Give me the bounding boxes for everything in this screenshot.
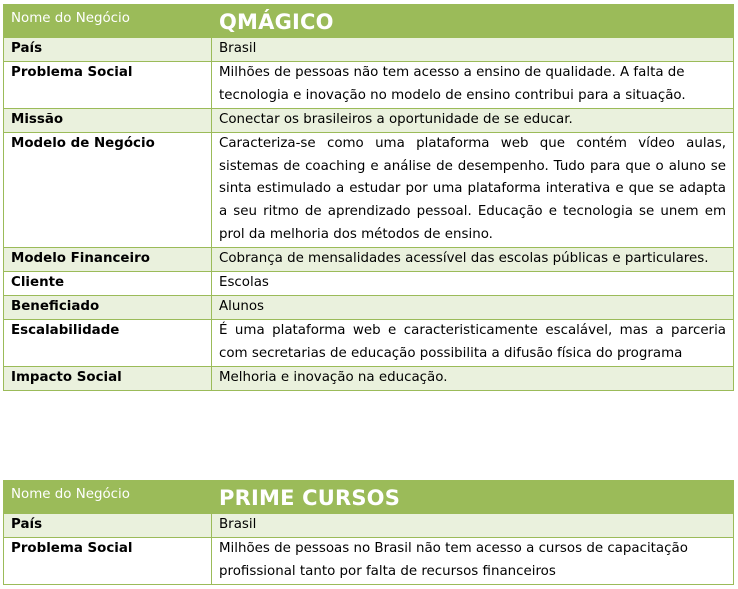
row-pais xyxy=(4,38,734,62)
row-label: Missão xyxy=(4,108,212,132)
header-label xyxy=(4,5,212,38)
row-label: Modelo Financeiro xyxy=(4,248,212,272)
row-value: Alunos xyxy=(212,295,734,319)
row-value: Brasil xyxy=(212,38,734,62)
row-pais xyxy=(4,514,734,538)
row-value: Conectar os brasileiros a oportunidade de se educar. xyxy=(212,108,734,132)
row-modelo-financeiro xyxy=(4,248,734,272)
row-problema-social xyxy=(4,61,734,108)
row-label: Problema Social xyxy=(4,61,212,108)
row-escalabilidade xyxy=(4,319,734,366)
row-problema-social xyxy=(4,537,734,584)
row-label: Impacto Social xyxy=(4,366,212,390)
row-label: País xyxy=(4,38,212,62)
row-value: Brasil xyxy=(212,514,734,538)
business-name: QMÁGICO xyxy=(212,5,734,38)
business-name: PRIME CURSOS xyxy=(212,481,734,514)
row-value: Milhões de pessoas não tem acesso a ensino de qualidade. A falta de tecnologia e inovação no modelo de ensino contribui para a situação. xyxy=(212,61,734,108)
row-beneficiado xyxy=(4,295,734,319)
business-table-prime-cursos xyxy=(3,480,734,585)
row-label: Escalabilidade xyxy=(4,319,212,366)
row-label: Modelo de Negócio xyxy=(4,132,212,248)
row-modelo-de-negocio xyxy=(4,132,734,248)
row-label: Problema Social xyxy=(4,537,212,584)
row-value: É uma plataforma web e caracteristicamente escalável, mas a parceria com secretarias de educação possibilita a difusão física do programa xyxy=(212,319,734,366)
business-table-qmagico xyxy=(3,4,734,391)
table-header-row xyxy=(4,481,734,514)
row-value: Cobrança de mensalidades acessível das escolas públicas e particulares. xyxy=(212,248,734,272)
row-impacto-social xyxy=(4,366,734,390)
row-value: Milhões de pessoas no Brasil não tem acesso a cursos de capacitação profissional tanto por falta de recursos financeiros xyxy=(212,537,734,584)
row-value: Caracteriza-se como uma plataforma web que contém vídeo aulas, sistemas de coaching e análise de desempenho. Tudo para que o aluno se sinta estimulado a estudar por uma plataforma interativa e que se adapta a seu ritmo de aprendizado pessoal. Educação e tecnologia se unem em prol da melhoria dos métodos de ensino. xyxy=(212,132,734,248)
row-label: País xyxy=(4,514,212,538)
row-label: Cliente xyxy=(4,272,212,296)
row-cliente xyxy=(4,272,734,296)
table-header-row xyxy=(4,5,734,38)
header-label-text: Nome do Negócio xyxy=(11,11,130,26)
row-label: Beneficiado xyxy=(4,295,212,319)
row-missao xyxy=(4,108,734,132)
header-label xyxy=(4,481,212,514)
header-label-text: Nome do Negócio xyxy=(11,487,130,502)
row-value: Melhoria e inovação na educação. xyxy=(212,366,734,390)
row-value: Escolas xyxy=(212,272,734,296)
